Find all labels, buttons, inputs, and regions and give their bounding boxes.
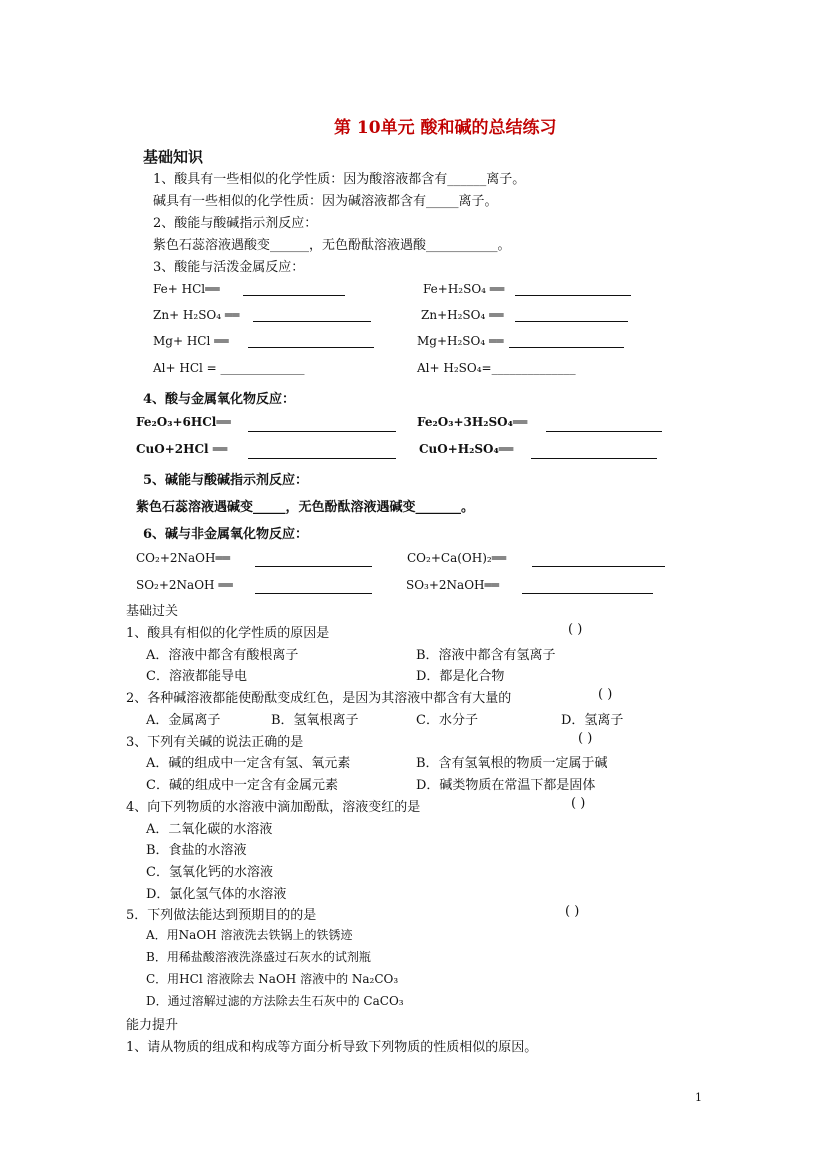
reaction-co2-naoh: CO₂+2NaOH══	[136, 551, 230, 565]
reaction-so3-naoh: SO₃+2NaOH══	[406, 578, 499, 592]
section-heading-basic-knowledge: 基础知识	[143, 148, 204, 166]
option-5c[interactable]: C．用HCl 溶液除去 NaOH 溶液中的 Na₂CO₃	[146, 972, 399, 986]
answer-line	[509, 347, 624, 348]
option-2b[interactable]: B．氢氧根离子	[271, 713, 359, 728]
reaction-zn-h2so4-right: Zn+H₂SO₄ ══	[421, 308, 504, 322]
answer-line	[522, 593, 653, 594]
reaction-al-hcl: Al+ HCl = ______________	[153, 361, 305, 375]
reaction-co2-caoh2: CO₂+Ca(OH)₂══	[407, 551, 507, 565]
answer-line	[532, 566, 665, 567]
question-4: 4、向下列物质的水溶液中滴加酚酞，溶液变红的是	[126, 800, 421, 815]
answer-line	[248, 458, 396, 459]
answer-bracket-3[interactable]: ( )	[578, 731, 593, 746]
question-1: 1、酸具有相似的化学性质的原因是	[126, 626, 330, 641]
reaction-cuo-h2so4: CuO+H₂SO₄══	[419, 442, 514, 456]
option-2a[interactable]: A．金属离子	[146, 713, 221, 728]
page-title: 第 10单元 酸和碱的总结练习	[334, 118, 557, 138]
answer-bracket-4[interactable]: ( )	[571, 796, 586, 811]
page-number: 1	[695, 1091, 702, 1104]
knowledge-q3: 3、酸能与活泼金属反应：	[153, 260, 305, 275]
reaction-fe2o3-h2so4: Fe₂O₃+3H₂SO₄══	[417, 415, 528, 429]
option-4d[interactable]: D．氯化氢气体的水溶液	[146, 887, 287, 902]
option-5a[interactable]: A．用NaOH 溶液洗去铁锅上的铁锈迹	[146, 928, 353, 942]
answer-line	[531, 458, 657, 459]
answer-bracket-5[interactable]: ( )	[565, 904, 580, 919]
option-4c[interactable]: C．氢氧化钙的水溶液	[146, 865, 273, 880]
knowledge-q1a: 1、酸具有一些相似的化学性质：因为酸溶液都含有______离子。	[153, 172, 526, 187]
answer-line	[248, 431, 396, 432]
reaction-mg-hcl: Mg+ HCl ══	[153, 334, 229, 348]
option-4a[interactable]: A．二氧化碳的水溶液	[146, 822, 273, 837]
option-3d[interactable]: D．碱类物质在常温下都是固体	[416, 778, 596, 793]
reaction-fe-hcl: Fe+ HCl══	[153, 282, 220, 296]
improve-question-1: 1、请从物质的组成和构成等方面分析导致下列物质的性质相似的原因。	[126, 1040, 538, 1055]
option-2c[interactable]: C．水分子	[416, 713, 478, 728]
answer-line	[253, 321, 371, 322]
option-1a[interactable]: A．溶液中都含有酸根离子	[146, 648, 299, 663]
question-5: 5．下列做法能达到预期目的的是	[126, 908, 317, 923]
option-1c[interactable]: C．溶液都能导电	[146, 669, 247, 684]
knowledge-q2-detail: 紫色石蕊溶液遇酸变______，无色酚酞溶液遇酸___________。	[153, 238, 511, 253]
option-2d[interactable]: D．氢离子	[561, 713, 624, 728]
answer-line	[515, 295, 631, 296]
answer-line	[255, 566, 372, 567]
reaction-fe-h2so4: Fe+H₂SO₄ ══	[423, 282, 505, 296]
option-3a[interactable]: A．碱的组成中一定含有氢、氧元素	[146, 756, 351, 771]
answer-bracket-1[interactable]: ( )	[568, 622, 583, 637]
knowledge-q6: 6、碱与非金属氧化物反应：	[143, 527, 309, 542]
option-5b[interactable]: B．用稀盐酸溶液洗涤盛过石灰水的试剂瓶	[146, 950, 371, 964]
answer-bracket-2[interactable]: ( )	[598, 687, 613, 702]
section-heading-basic-pass: 基础过关	[126, 604, 179, 619]
reaction-fe2o3-hcl: Fe₂O₃+6HCl══	[136, 415, 231, 429]
option-3b[interactable]: B．含有氢氧根的物质一定属于碱	[416, 756, 608, 771]
option-3c[interactable]: C．碱的组成中一定含有金属元素	[146, 778, 338, 793]
answer-line	[546, 431, 662, 432]
answer-line	[255, 593, 372, 594]
answer-line	[515, 321, 628, 322]
option-5d[interactable]: D．通过溶解过滤的方法除去生石灰中的 CaCO₃	[146, 994, 404, 1008]
knowledge-q2: 2、酸能与酸碱指示剂反应：	[153, 216, 318, 231]
knowledge-q4: 4、酸与金属氧化物反应：	[143, 392, 296, 407]
question-3: 3、下列有关碱的说法正确的是	[126, 735, 304, 750]
reaction-mg-h2so4: Mg+H₂SO₄ ══	[417, 334, 504, 348]
section-heading-improve: 能力提升	[126, 1018, 179, 1033]
knowledge-q5: 5、碱能与酸碱指示剂反应：	[143, 473, 309, 488]
reaction-al-h2so4: Al+ H₂SO₄=______________	[417, 361, 576, 375]
reaction-cuo-hcl: CuO+2HCl ══	[136, 442, 228, 456]
answer-line	[243, 295, 345, 296]
reaction-so2-naoh: SO₂+2NaOH ══	[136, 578, 233, 592]
option-1d[interactable]: D．都是化合物	[416, 669, 505, 684]
knowledge-q5-detail: 紫色石蕊溶液遇碱变_____，无色酚酞溶液遇碱变_______。	[136, 500, 475, 515]
option-1b[interactable]: B．溶液中都含有氢离子	[416, 648, 556, 663]
reaction-zn-h2so4-left: Zn+ H₂SO₄ ══	[153, 308, 240, 322]
option-4b[interactable]: B．食盐的水溶液	[146, 843, 247, 858]
question-2: 2、各种碱溶液都能使酚酞变成红色，是因为其溶液中都含有大量的	[126, 691, 512, 706]
knowledge-q1b: 碱具有一些相似的化学性质：因为碱溶液都含有_____离子。	[153, 194, 498, 209]
answer-line	[248, 347, 374, 348]
